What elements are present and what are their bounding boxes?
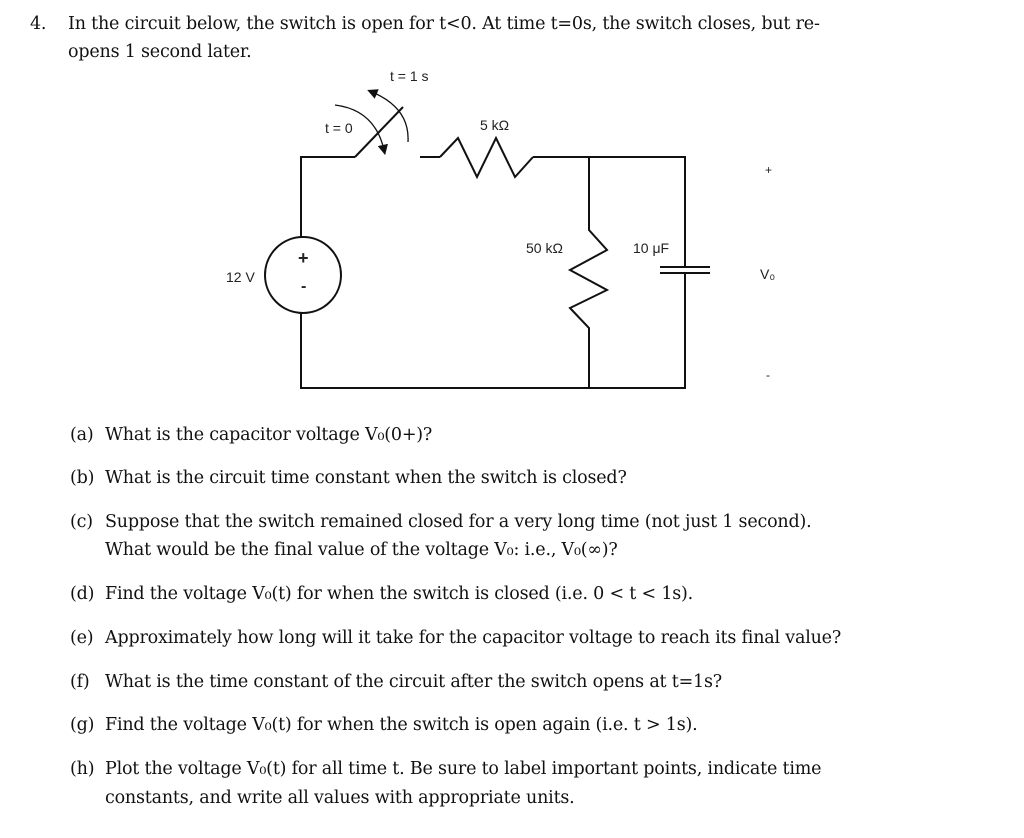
question-b-text: What is the circuit time constant when the switch is closed? <box>105 468 627 488</box>
question-g-text: Find the voltage V₀(t) for when the switch is open again (i.e. t > 1s). <box>105 715 698 735</box>
resistor-5k <box>440 138 533 177</box>
question-d-text: Find the voltage V₀(t) for when the switch is closed (i.e. 0 < t < 1s). <box>105 584 694 604</box>
source-minus: - <box>301 278 307 295</box>
question-c-text-2: What would be the final value of the voltage V₀: i.e., V₀(∞)? <box>105 540 618 560</box>
question-e-label: (e) <box>70 628 94 648</box>
series-resistor-label: 5 kΩ <box>480 117 510 133</box>
problem-statement-line1: In the circuit below, the switch is open for t<0. At time t=0s, the switch closes, but re- <box>68 14 820 34</box>
output-voltage-label: V₀ <box>760 266 776 282</box>
switch-close-time: t = 0 <box>325 120 353 136</box>
question-a-text: What is the capacitor voltage V₀(0+)? <box>105 425 433 445</box>
problem-statement-line2: opens 1 second later. <box>68 42 252 62</box>
source-label: 12 V <box>226 269 255 285</box>
question-a-label: (a) <box>70 425 94 445</box>
output-plus: + <box>765 163 773 177</box>
question-d-label: (d) <box>70 584 95 604</box>
question-c-label: (c) <box>70 512 93 532</box>
question-f-text: What is the time constant of the circuit after the switch opens at t=1s? <box>105 672 722 692</box>
question-h-text-2: constants, and write all values with appropriate units. <box>105 788 575 808</box>
switch-open-time: t = 1 s <box>390 68 429 84</box>
question-g-label: (g) <box>70 715 95 735</box>
problem-number: 4. <box>30 14 47 34</box>
capacitor-label: 10 μF <box>633 240 670 256</box>
question-b-label: (b) <box>70 468 95 488</box>
output-minus: - <box>766 368 770 382</box>
question-e-text: Approximately how long will it take for the capacitor voltage to reach its final value? <box>105 628 841 648</box>
question-f-label: (f) <box>70 672 90 692</box>
source-plus: + <box>298 248 309 268</box>
wire-left <box>301 157 685 388</box>
question-h-label: (h) <box>70 759 95 779</box>
question-c-text-1: Suppose that the switch remained closed for a very long time (not just 1 second). <box>105 512 812 532</box>
shunt-resistor-label: 50 kΩ <box>526 240 563 256</box>
question-h-text-1: Plot the voltage V₀(t) for all time t. Be sure to label important points, indicate time <box>105 759 822 779</box>
resistor-50k <box>570 157 607 388</box>
capacitor <box>660 267 710 273</box>
